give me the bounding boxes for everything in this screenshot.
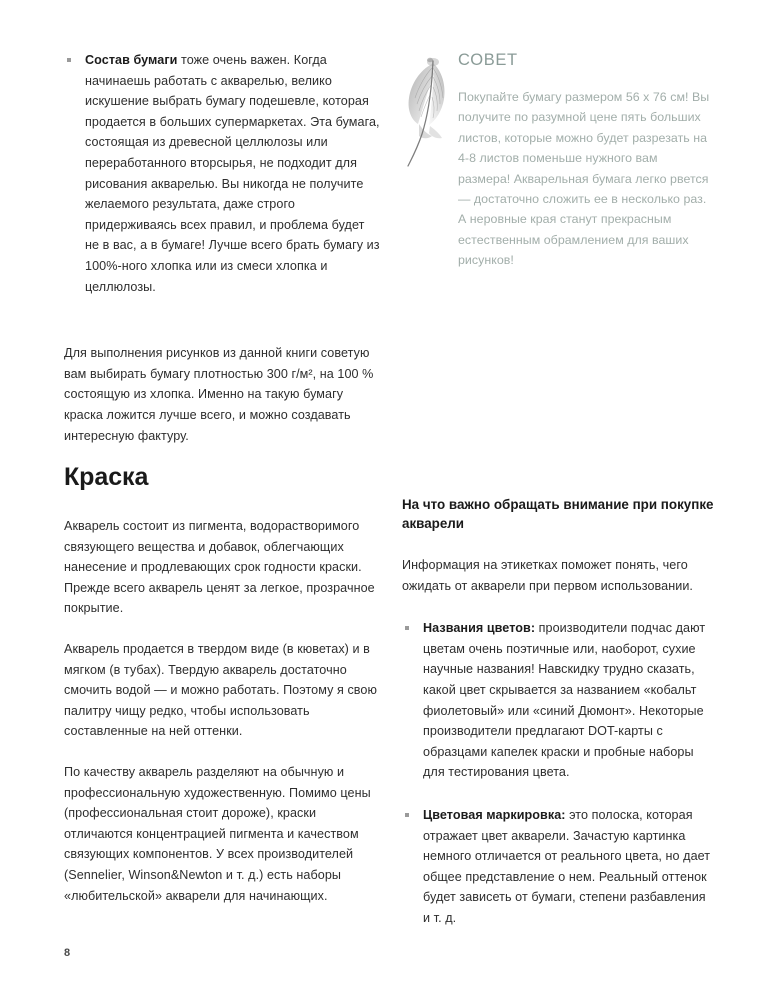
paragraph-labels-intro: Информация на этикетках поможет понять, чего ожидать от акварели при первом использовании. <box>402 558 693 593</box>
bottom-left-column <box>64 462 384 906</box>
paragraph-composition: Акварель состоит из пигмента, водорастворимого связующего вещества и добавок, облегчающих нанесение и продлевающих срок годности краски. Прежде всего акварель ценят за легкое, прозрачное покрытие. <box>64 519 375 616</box>
section-heading-paint: Краска <box>64 463 149 491</box>
feather-illustration-icon <box>402 54 454 174</box>
bullet-square-icon <box>67 58 71 62</box>
list-item-lead-in: Цветовая маркировка: <box>423 807 566 822</box>
list-item-lead-in: Состав бумаги <box>85 53 178 67</box>
bullet-square-icon <box>405 813 409 817</box>
list-item <box>402 618 714 783</box>
top-section <box>0 50 773 443</box>
tip-body <box>454 50 712 271</box>
tip-box <box>402 50 712 271</box>
tip-title: СОВЕТ <box>458 51 518 69</box>
tip-text: Покупайте бумагу размером 56 x 76 см! Вы получите по разумной цене пять больших листов, которые можно будет разрезать на 4-8 листов поменьше нужного вам размера! Акварельная бумага легко рвется — достаточно сложить ее в несколько раз. А неровные края станут прекрасным естественным обрамлением для ваших рисунков! <box>458 90 710 268</box>
top-left-column <box>64 50 382 446</box>
bullet-square-icon <box>405 626 409 630</box>
list-item-text: производители подчас дают цветам очень поэтичные или, наоборот, сухие научные названия! Навскидку трудно сказать, какой цвет скрывается за названием «кобальт фиолетовый» или «синий Дюмонт». Некоторые производители предлагают DOT-карты с образцами капелек краски и пробные наборы для тестирования цвета. <box>423 621 706 780</box>
page-number: 8 <box>64 947 71 959</box>
top-right-column <box>402 50 712 271</box>
paper-weight-paragraph: Для выполнения рисунков из данной книги советую вам выбирать бумагу плотностью 300 г/м², на 100 % состоящую из хлопка. Именно на такую бумагу краска ложится лучше всего, и можно создавать интересную фактуру. <box>64 346 374 443</box>
list-item-text: это полоска, которая отражает цвет акварели. Зачастую картинка немного отличается от реального цвета, но дает общее представление о нем. Реальный оттенок будет зависеть от бумаги, степени разбавления и т. д. <box>423 807 711 925</box>
paragraph-forms: Акварель продается в твердом виде (в кюветах) и в мягком (в тубах). Твердую акварель достаточно смочить водой — и можно работать. Поэтому я свою палитру чищу редко, чтобы использовать составленные на ней оттенки. <box>64 641 377 739</box>
paragraph-quality: По качеству акварель разделяют на обычную и профессиональную художественную. Помимо цены (профессиональная стоит дороже), краски отличаются концентрацией пигмента и качеством связующих компонентов. У всех производителей (Sennelier, Winson&Newton и т. д.) есть наборы «любительской» акварели для начинающих. <box>64 764 371 903</box>
list-item-text: тоже очень важен. Когда начинаешь работать с акварелью, велико искушение выбрать бумагу подешевле, которая продается в больших супермаркетах. Эта бумага, состоящая из древесной целлюлозы или переработанного вторсырья, не подходит для рисования акварелью. Вы никогда не получите желаемого результата, даже строго придерживаясь всех правил, и проблема будет не в вас, а в бумаге! Лучше всего брать бумагу из 100%-ного хлопка или из смеси хлопка и целлюлозы. <box>85 53 380 294</box>
list-item-lead-in: Названия цветов: <box>423 621 536 636</box>
bottom-right-column <box>402 495 714 929</box>
list-item <box>402 805 714 929</box>
subsection-heading-buying-tips: На что важно обращать внимание при покупке акварели <box>402 497 714 531</box>
list-item <box>64 50 382 297</box>
